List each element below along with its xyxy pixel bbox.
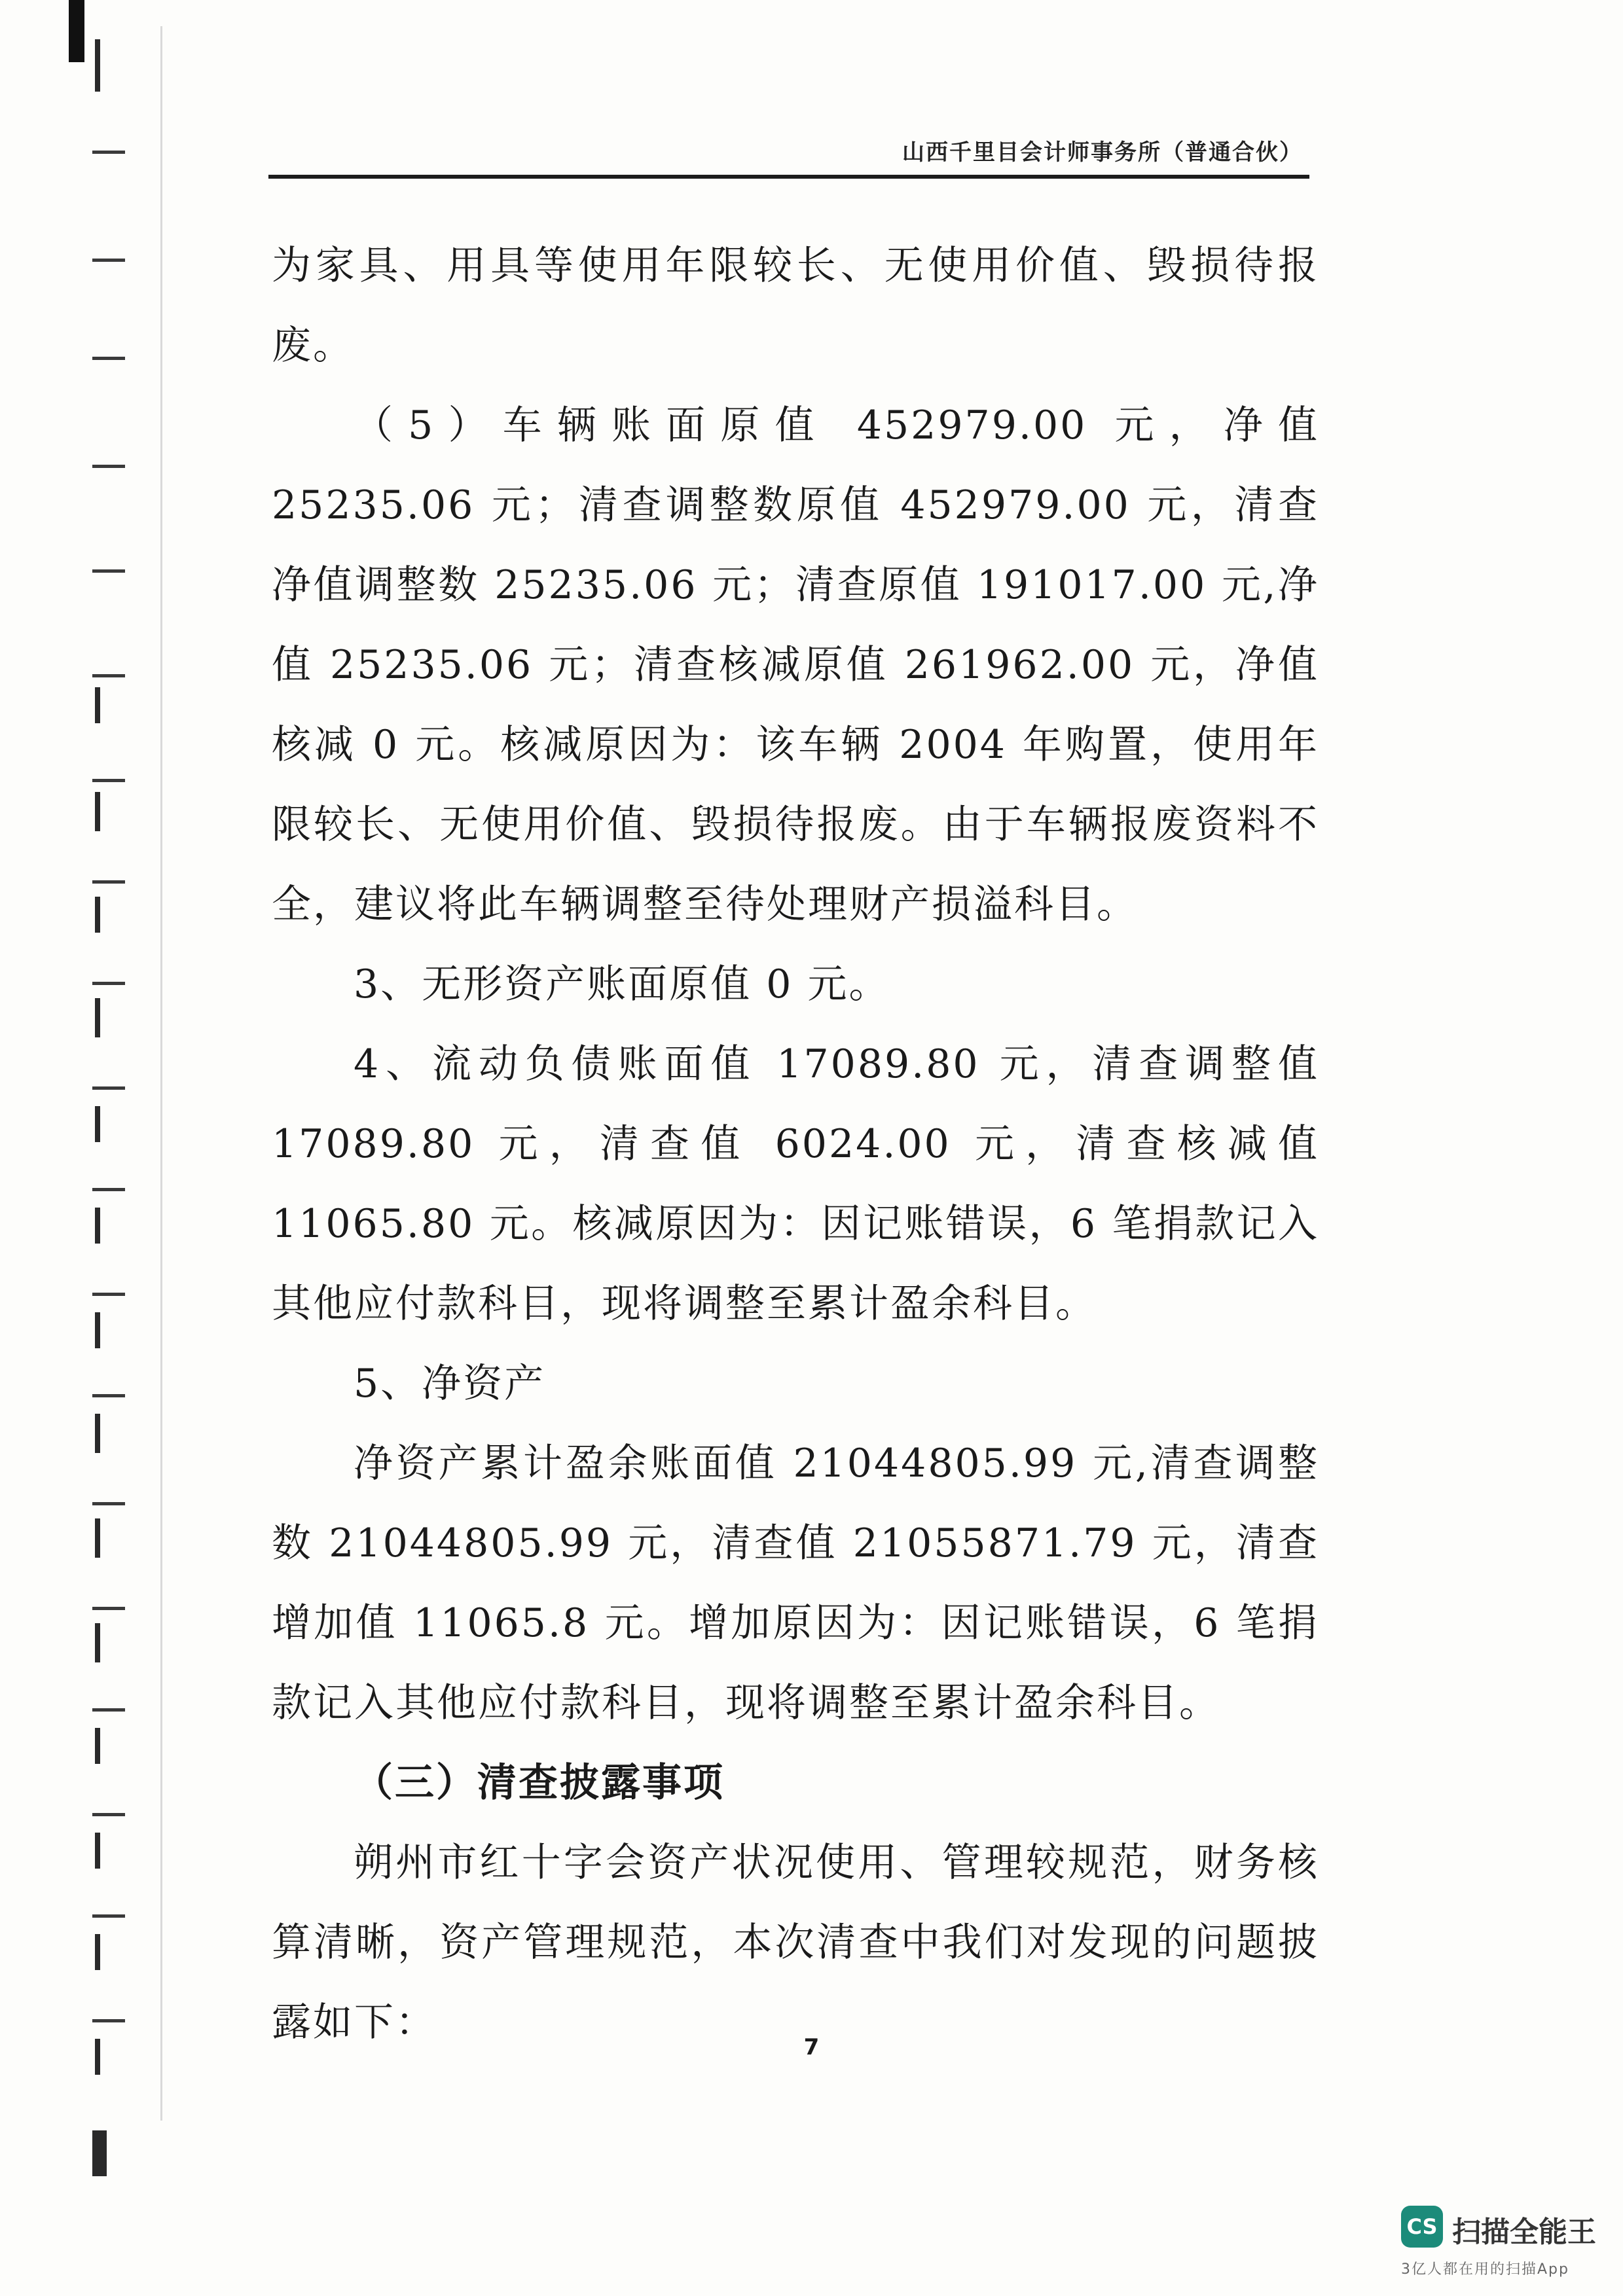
binding-tick [92,880,125,884]
binding-mark [95,1208,100,1244]
binding-mark [95,1623,100,1662]
binding-mark [92,2130,107,2176]
binding-mark [95,1728,100,1764]
binding-mark [95,792,100,831]
binding-strip [62,0,128,2296]
header-firm-name: 山西千里目会计师事务所（普通合伙） [902,139,1303,166]
binding-mark [95,39,100,92]
binding-tick [92,674,125,677]
binding-tick [92,1293,125,1296]
paragraph: 为家具、用具等使用年限较长、无使用价值、毁损待报废。 [272,243,1319,368]
binding-tick [92,465,125,468]
binding-mark [95,1833,100,1869]
binding-mark [95,897,100,933]
header-rule [268,175,1309,179]
paragraph: 朔州市红十字会资产状况使用、管理较规范，财务核算清晰，资产管理规范，本次清查中我们对发现的问题披露如下： [272,1840,1319,2045]
watermark-tagline: 3亿人都在用的扫描App [1401,2261,1569,2278]
paragraph: 净资产累计盈余账面值 21044805.99 元,清查调整数 21044805.99 元，清查值 21055871.79 元，清查增加值 11065.8 元。增加原因为：因记账错误，6 笔捐款记入其他应付款科目，现将调整至累计盈余科目。 [272,1441,1319,1726]
paragraph: 3、无形资产账面原值 0 元。 [354,961,890,1007]
camscanner-logo-icon: CS [1401,2206,1443,2248]
watermark-app-name: 扫描全能王 [1452,2215,1596,2249]
binding-tick [92,1086,125,1090]
paragraph: 5、净资产 [354,1361,546,1407]
binding-tick [92,259,125,262]
binding-tick [92,1914,125,1918]
scanner-watermark [1401,2206,1611,2278]
page-header [268,134,1309,181]
binding-mark [95,1312,100,1348]
binding-tick [92,1607,125,1610]
binding-mark [95,998,100,1037]
binding-mark [95,1934,100,1970]
binding-tick [92,1708,125,1712]
body-text [272,226,1319,2062]
binding-tick [92,1813,125,1816]
section-heading: （三）清查披露事项 [354,1760,725,1806]
binding-tick [92,151,125,154]
paragraph: （5）车辆账面原值 452979.00 元，净值 25235.06 元；清查调整数原值 452979.00 元，清查净值调整数 25235.06 元；清查原值 191017.00 元,净值 25235.06 元；清查核减原值 261962.00 元，净值核减 0 元。核减原因为：该车辆 2004 年购置，使用年限较长、无使用价值、毁损待报废。由于车辆报废资料不全，建议将此车辆调整至待处理财产损溢科目。 [272,403,1319,927]
binding-mark [95,687,100,723]
binding-mark [95,1518,100,1558]
page-number: 7 [803,2034,820,2060]
paragraph: 4、流动负债账面值 17089.80 元，清查调整值 17089.80 元，清查值 6024.00 元，清查核减值 11065.80 元。核减原因为：因记账错误，6 笔捐款记入其他应付款科目，现将调整至累计盈余科目。 [272,1041,1319,1327]
binding-tick [92,569,125,573]
binding-tick [92,2019,125,2022]
binding-tick [92,1502,125,1505]
binding-faint-line [160,26,162,2121]
binding-tick [92,779,125,782]
binding-mark [95,1414,100,1453]
binding-tick [92,1394,125,1397]
binding-mark [95,1106,100,1142]
binding-tick [92,982,125,985]
binding-tick [92,357,125,360]
binding-tick [92,1188,125,1191]
